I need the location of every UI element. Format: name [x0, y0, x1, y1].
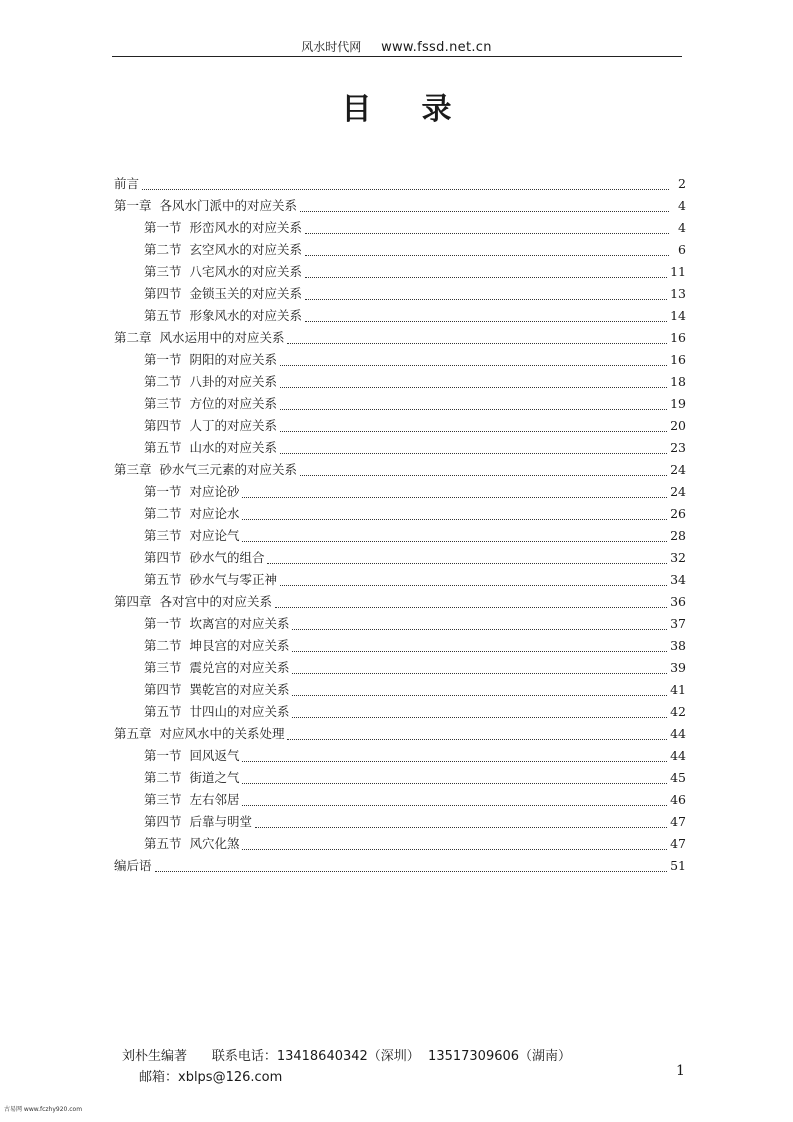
toc-entry	[114, 349, 686, 371]
toc-entry-page: 26	[670, 506, 686, 521]
toc-leader-dots	[242, 519, 667, 520]
toc-entry-label: 第二节 街道之气	[144, 770, 240, 785]
footer-author-contact	[122, 1045, 571, 1064]
toc-leader-dots	[267, 563, 667, 564]
toc-entry-page: 24	[670, 462, 686, 477]
toc-leader-dots	[255, 827, 667, 828]
toc-entry-page: 51	[670, 858, 686, 873]
toc-entry-page: 16	[670, 352, 686, 367]
toc-entry-page: 11	[670, 264, 686, 279]
toc-entry-label: 第五节 廿四山的对应关系	[144, 704, 290, 719]
toc-entry-label: 第四节 人丁的对应关系	[144, 418, 277, 433]
toc-entry	[114, 327, 686, 349]
toc-leader-dots	[305, 299, 667, 300]
toc-entry-page: 44	[670, 748, 686, 763]
toc-entry	[114, 195, 686, 217]
toc-leader-dots	[305, 321, 667, 322]
toc-entry	[114, 767, 686, 789]
toc-entry	[114, 701, 686, 723]
toc-entry-label: 第一节 阴阳的对应关系	[144, 352, 277, 367]
toc-entry-label: 编后语	[114, 858, 152, 873]
toc-leader-dots	[292, 629, 667, 630]
toc-entry	[114, 173, 686, 195]
toc-entry-label: 前言	[114, 176, 140, 191]
toc-entry-label: 第二节 对应论水	[144, 506, 240, 521]
toc-entry	[114, 723, 686, 745]
toc-entry-page: 46	[670, 792, 686, 807]
toc-entry	[114, 679, 686, 701]
toc-entry-label: 第一节 形峦风水的对应关系	[144, 220, 302, 235]
toc-entry-page: 47	[670, 814, 686, 829]
toc-entry-label: 第五节 形象风水的对应关系	[144, 308, 302, 323]
toc-entry-page: 32	[670, 550, 686, 565]
toc-entry-label: 第二节 八卦的对应关系	[144, 374, 277, 389]
toc-entry-label: 第四节 砂水气的组合	[144, 550, 265, 565]
toc-entry-label: 第三节 方位的对应关系	[144, 396, 277, 411]
toc-leader-dots	[242, 497, 667, 498]
toc-entry-label: 第一章 各风水门派中的对应关系	[114, 198, 297, 213]
toc-entry	[114, 613, 686, 635]
toc-leader-dots	[292, 673, 667, 674]
toc-entry	[114, 789, 686, 811]
toc-entry-label: 第三节 震兑宫的对应关系	[144, 660, 290, 675]
toc-leader-dots	[242, 805, 667, 806]
toc-leader-dots	[280, 409, 667, 410]
toc-entry	[114, 415, 686, 437]
toc-entry-page: 37	[670, 616, 686, 631]
toc-leader-dots	[292, 717, 667, 718]
toc-entry-label: 第二节 坤艮宫的对应关系	[144, 638, 290, 653]
toc-entry-label: 第四章 各对宫中的对应关系	[114, 594, 272, 609]
toc-entry	[114, 239, 686, 261]
toc-entry-label: 第三节 左右邻居	[144, 792, 240, 807]
toc-entry-label: 第三章 砂水气三元素的对应关系	[114, 462, 297, 477]
toc-entry-page: 41	[670, 682, 686, 697]
toc-entry	[114, 657, 686, 679]
toc-entry	[114, 569, 686, 591]
toc-entry-label: 第三节 对应论气	[144, 528, 240, 543]
toc-leader-dots	[300, 475, 667, 476]
footer-author: 刘朴生编著	[122, 1049, 188, 1064]
toc-leader-dots	[242, 849, 667, 850]
toc-entry-label: 第五节 风穴化煞	[144, 836, 240, 851]
toc-leader-dots	[305, 277, 667, 278]
toc-entry-label: 第四节 巽乾宫的对应关系	[144, 682, 290, 697]
toc-entry-page: 6	[678, 242, 686, 257]
toc-entry-page: 19	[670, 396, 686, 411]
toc-entry-page: 16	[670, 330, 686, 345]
toc-leader-dots	[142, 189, 669, 190]
toc-entry-page: 44	[670, 726, 686, 741]
page-title: 目录	[341, 92, 502, 127]
toc-entry-page: 36	[670, 594, 686, 609]
toc-entry-page: 18	[670, 374, 686, 389]
toc-leader-dots	[242, 783, 667, 784]
page-header	[0, 38, 793, 55]
toc-entry-page: 38	[670, 638, 686, 653]
toc-entry	[114, 811, 686, 833]
site-name: 风水时代网	[301, 40, 362, 54]
toc-leader-dots	[305, 255, 669, 256]
toc-leader-dots	[280, 453, 667, 454]
toc-leader-dots	[300, 211, 669, 212]
toc-leader-dots	[292, 651, 667, 652]
toc-entry-label: 第二节 玄空风水的对应关系	[144, 242, 302, 257]
toc-entry-page: 13	[670, 286, 686, 301]
toc-entry	[114, 261, 686, 283]
toc-leader-dots	[242, 761, 667, 762]
toc-leader-dots	[287, 343, 667, 344]
site-url: www.fssd.net.cn	[381, 40, 492, 55]
toc-entry	[114, 745, 686, 767]
toc-leader-dots	[280, 585, 667, 586]
toc-entry	[114, 305, 686, 327]
toc-entry	[114, 833, 686, 855]
toc-leader-dots	[280, 431, 667, 432]
toc-entry-label: 第二章 风水运用中的对应关系	[114, 330, 285, 345]
toc-entry-label: 第五节 山水的对应关系	[144, 440, 277, 455]
toc-entry-page: 2	[678, 176, 686, 191]
toc-entry-page: 42	[670, 704, 686, 719]
toc-entry	[114, 217, 686, 239]
toc-leader-dots	[155, 871, 668, 872]
toc-leader-dots	[305, 233, 669, 234]
toc-entry	[114, 855, 686, 877]
toc-entry	[114, 481, 686, 503]
toc-entry	[114, 525, 686, 547]
toc-entry	[114, 591, 686, 613]
toc-entry-page: 23	[670, 440, 686, 455]
toc-entry	[114, 547, 686, 569]
toc-leader-dots	[280, 387, 667, 388]
toc-entry	[114, 503, 686, 525]
toc-entry	[114, 283, 686, 305]
toc-entry-label: 第五章 对应风水中的关系处理	[114, 726, 285, 741]
toc-leader-dots	[275, 607, 667, 608]
toc-leader-dots	[287, 739, 667, 740]
toc-leader-dots	[292, 695, 667, 696]
toc-entry	[114, 635, 686, 657]
watermark-text: 古易网 www.fczhy920.com	[4, 1106, 83, 1113]
toc-entry	[114, 459, 686, 481]
toc-entry-page: 4	[678, 198, 686, 213]
footer-contact: 联系电话：13418640342（深圳） 13517309606（湖南）	[211, 1049, 572, 1064]
toc-entry-page: 4	[678, 220, 686, 235]
toc-entry-page: 45	[670, 770, 686, 785]
toc-entry-label: 第五节 砂水气与零正神	[144, 572, 277, 587]
toc-entry-page: 47	[670, 836, 686, 851]
toc-entry-page: 20	[670, 418, 686, 433]
toc-entry-label: 第一节 对应论砂	[144, 484, 240, 499]
footer-email: 邮箱：xblps@126.com	[139, 1070, 283, 1085]
header-rule	[112, 56, 682, 57]
table-of-contents	[114, 173, 686, 877]
toc-entry-label: 第三节 八宅风水的对应关系	[144, 264, 302, 279]
toc-leader-dots	[280, 365, 667, 366]
toc-entry-label: 第四节 后靠与明堂	[144, 814, 252, 829]
toc-entry-label: 第一节 坎离宫的对应关系	[144, 616, 290, 631]
toc-entry-page: 14	[670, 308, 686, 323]
page-number: 1	[676, 1063, 685, 1079]
toc-entry-page: 34	[670, 572, 686, 587]
toc-leader-dots	[242, 541, 667, 542]
toc-entry-page: 24	[670, 484, 686, 499]
toc-entry	[114, 393, 686, 415]
toc-entry-page: 28	[670, 528, 686, 543]
toc-entry	[114, 437, 686, 459]
toc-entry	[114, 371, 686, 393]
toc-entry-label: 第一节 回风返气	[144, 748, 240, 763]
toc-entry-label: 第四节 金锁玉关的对应关系	[144, 286, 302, 301]
toc-entry-page: 39	[670, 660, 686, 675]
